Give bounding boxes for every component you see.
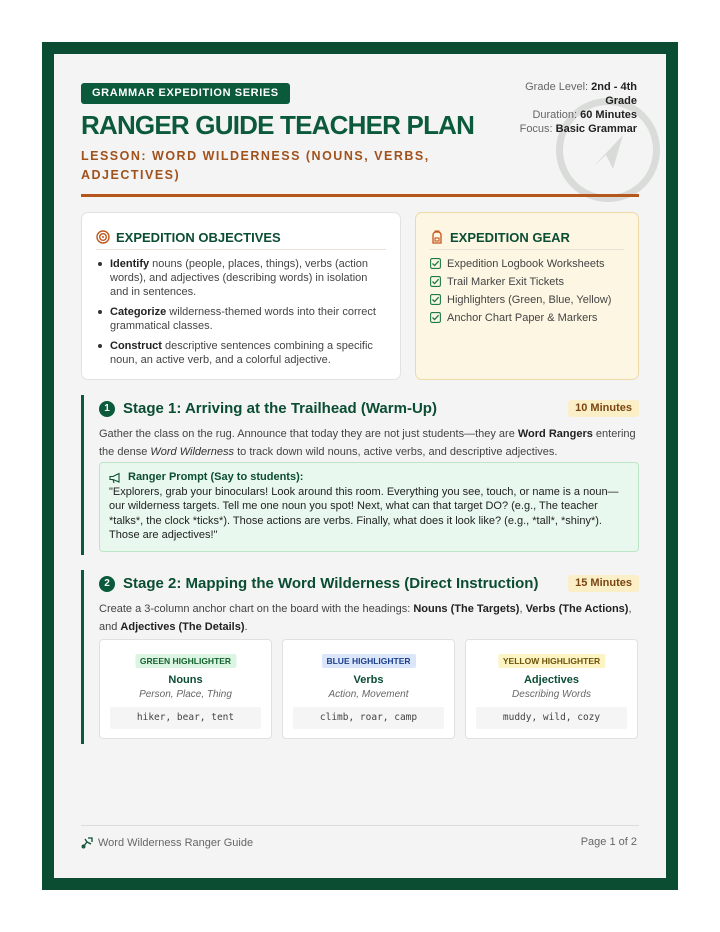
checkbox-checked-icon [430, 276, 441, 287]
target-icon [96, 230, 110, 244]
stage-1-section [81, 395, 639, 555]
verbs-column [282, 639, 455, 739]
stage-number: 2 [99, 576, 115, 592]
column-subtitle: Describing Words [512, 689, 591, 700]
objectives-card [81, 212, 401, 380]
grade-level: Grade Level: 2nd - 4th Grade [525, 81, 637, 107]
stage-number: 1 [99, 401, 115, 417]
list-item: Trail Marker Exit Tickets [430, 275, 628, 289]
stage-description: Create a 3-column anchor chart on the board with the headings: Nouns (The Targets), Verbs (The Actions), and Adjectives (The Details). [99, 603, 632, 633]
gear-list [430, 257, 628, 329]
checkbox-checked-icon [430, 312, 441, 323]
prompt-title: Ranger Prompt (Say to students): [128, 471, 304, 483]
column-subtitle: Action, Movement [328, 689, 409, 700]
duration-badge: 15 Minutes [568, 575, 639, 592]
focus: Focus: Basic Grammar [519, 123, 637, 135]
column-title: Verbs [353, 674, 384, 686]
page-title: RANGER GUIDE TEACHER PLAN [81, 110, 475, 140]
page-border [42, 42, 678, 890]
highlighter-tag: GREEN HIGHLIGHTER [135, 654, 236, 668]
stage-2-section [81, 570, 639, 744]
list-item: Expedition Logbook Worksheets [430, 257, 628, 271]
nouns-column [99, 639, 272, 739]
column-examples: muddy, wild, cozy [476, 707, 627, 729]
ranger-prompt-box [99, 462, 639, 552]
duration-badge: 10 Minutes [568, 400, 639, 417]
footer-divider [81, 825, 639, 826]
lesson-subtitle: LESSON: WORD WILDERNESS (NOUNS, VERBS, ADJECTIVES) [81, 149, 430, 182]
list-item: Identify nouns (people, places, things), verbs (action words), and adjectives (describing words) in isolation and in sentences. [96, 257, 388, 299]
gear-title: EXPEDITION GEAR [450, 230, 570, 245]
checkbox-checked-icon [430, 294, 441, 305]
gear-card [415, 212, 639, 380]
document-page [54, 54, 666, 878]
objectives-title: EXPEDITION OBJECTIVES [116, 230, 281, 245]
stage-title: Stage 2: Mapping the Word Wilderness (Direct Instruction) [123, 575, 539, 592]
column-examples: hiker, bear, tent [110, 707, 261, 729]
page-number: Page 1 of 2 [580, 836, 637, 848]
stage-title: Stage 1: Arriving at the Trailhead (Warm-Up) [123, 400, 437, 417]
footer-guide-name: Word Wilderness Ranger Guide [81, 836, 253, 849]
duration: Duration: 60 Minutes [532, 109, 637, 121]
trail-marker-icon [81, 836, 94, 849]
adjectives-column [465, 639, 638, 739]
checkbox-checked-icon [430, 258, 441, 269]
prompt-text: "Explorers, grab your binoculars! Look around this room. Everything you see, touch, or name is a noun—our wilderness targets. Tell me one noun you spot! Next, what can that target DO? (e.g., The teacher *talks*, the clock *ticks*). Those actions are verbs. Finally, what does it look like? (e.g., *tall*, *shiny*). Those are adjectives!" [109, 486, 619, 541]
column-title: Adjectives [523, 674, 580, 686]
megaphone-icon [109, 472, 122, 484]
series-tag: GRAMMAR EXPEDITION SERIES [81, 83, 290, 104]
list-item: Highlighters (Green, Blue, Yellow) [430, 293, 628, 307]
column-subtitle: Person, Place, Thing [139, 689, 232, 700]
anchor-chart-columns [99, 639, 639, 739]
lesson-meta [501, 80, 637, 136]
objectives-list [96, 257, 388, 373]
highlighter-tag: BLUE HIGHLIGHTER [321, 654, 415, 668]
column-title: Nouns [168, 674, 203, 686]
highlighter-tag: YELLOW HIGHLIGHTER [498, 654, 605, 668]
backpack-icon [430, 230, 444, 245]
list-item: Construct descriptive sentences combining a specific noun, an active verb, and a colorful adjective. [96, 339, 388, 367]
list-item: Anchor Chart Paper & Markers [430, 311, 628, 325]
list-item: Categorize wilderness-themed words into their correct grammatical classes. [96, 305, 388, 333]
objectives-header [96, 229, 386, 250]
stage-description: Gather the class on the rug. Announce that today they are not just students—they are Word Rangers entering the dense Word Wilderness to track down wild nouns, active verbs, and descriptive adjectives. [99, 428, 636, 458]
gear-header [430, 229, 624, 250]
header-divider [81, 194, 639, 197]
column-examples: climb, roar, camp [293, 707, 444, 729]
